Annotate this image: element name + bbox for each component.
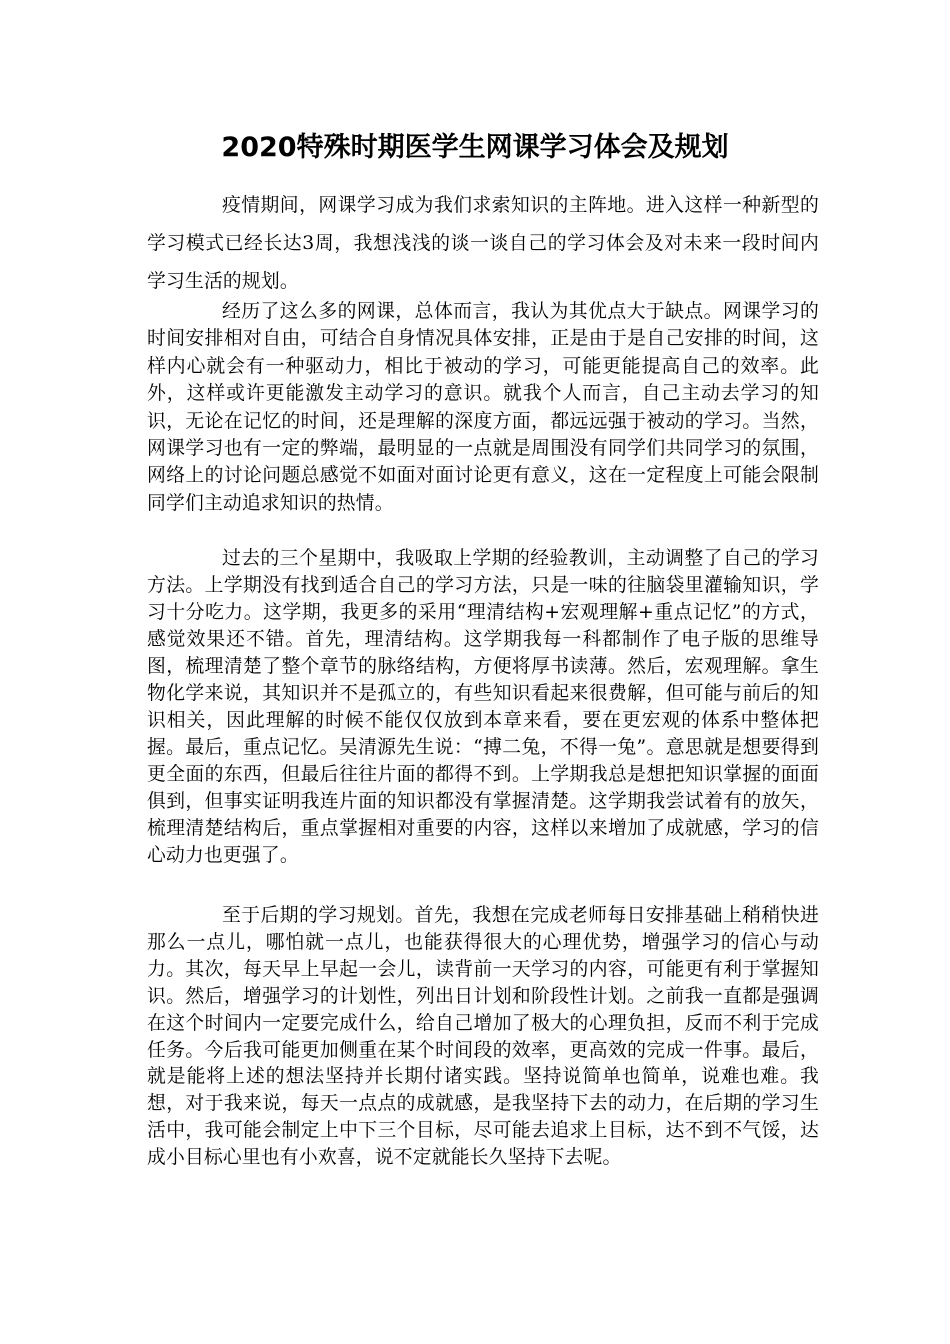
paragraph-intro: 疫情期间，网课学习成为我们求索知识的主阵地。进入这样一种新型的学习模式已经长达3周，我想浅浅的谈一谈自己的学习体会及对未来一段时间内学习生活的规划。 bbox=[147, 195, 819, 292]
paragraph-methods: 过去的三个星期中，我吸取上学期的经验教训，主动调整了自己的学习方法。上学期没有找到适合自己的学习方法，只是一味的往脑袋里灌输知识，学习十分吃力。这学期，我更多的采用“理清结构+宏观理解+重点记忆”的方式，感觉效果还不错。首先，理清结构。这学期我每一科都制作了电子版的思维导图，梳理清楚了整个章节的脉络结构，方便将厚书读薄。然后，宏观理解。拿生物化学来说，其知识并不是孤立的，有些知识看起来很费解，但可能与前后的知识相关，因此理解的时候不能仅仅放到本章来看，要在更宏观的体系中整体把握。最后，重点记忆。吴清源先生说：“搏二兔，不得一兔”。意思就是想要得到更全面的东西，但最后往往片面的都得不到。上学期我总是想把知识掌握的面面俱到，但事实证明我连片面的知识都没有掌握清楚。这学期我尝试着有的放矢，梳理清楚结构后，重点掌握相对重要的内容，这样以来增加了成就感，学习的信心动力也更强了。 bbox=[147, 548, 819, 866]
paragraph-plan: 至于后期的学习规划。首先，我想在完成老师每日安排基础上稍稍快进那么一点儿，哪怕就一点儿，也能获得很大的心理优势，增强学习的信心与动力。其次，每天早上早起一会儿，读背前一天学习的内容，可能更有利于掌握知识。然后，增强学习的计划性，列出日计划和阶段性计划。之前我一直都是强调在这个时间内一定要完成什么，给自己增加了极大的心理负担，反而不利于完成任务。今后我可能更加侧重在某个时间段的效率，更高效的完成一件事。最后，就是能将上述的想法坚持并长期付诸实践。坚持说简单也简单，说难也难。我想，对于我来说，每天一点点的成就感，是我坚持下去的动力，在后期的学习生活中，我可能会制定上中下三个目标，尽可能去追求上目标，达不到不气馁，达成小目标心里也有小欢喜，说不定就能长久坚持下去呢。 bbox=[147, 905, 819, 1169]
page-title: 2020特殊时期医学生网课学习体会及规划 bbox=[221, 132, 729, 163]
paragraph-advantages: 经历了这么多的网课，总体而言，我认为其优点大于缺点。网课学习的时间安排相对自由，可结合自身情况具体安排，正是由于是自己安排的时间，这样内心就会有一种驱动力，相比于被动的学习，可能更能提高自己的效率。此外，这样或许更能激发主动学习的意识。就我个人而言，自己主动去学习的知识，无论在记忆的时间，还是理解的深度方面，都远远强于被动的学习。当然，网课学习也有一定的弊端，最明显的一点就是周围没有同学们共同学习的氛围，网络上的讨论问题总感觉不如面对面讨论更有意义，这在一定程度上可能会限制同学们主动追求知识的热情。 bbox=[147, 301, 819, 514]
